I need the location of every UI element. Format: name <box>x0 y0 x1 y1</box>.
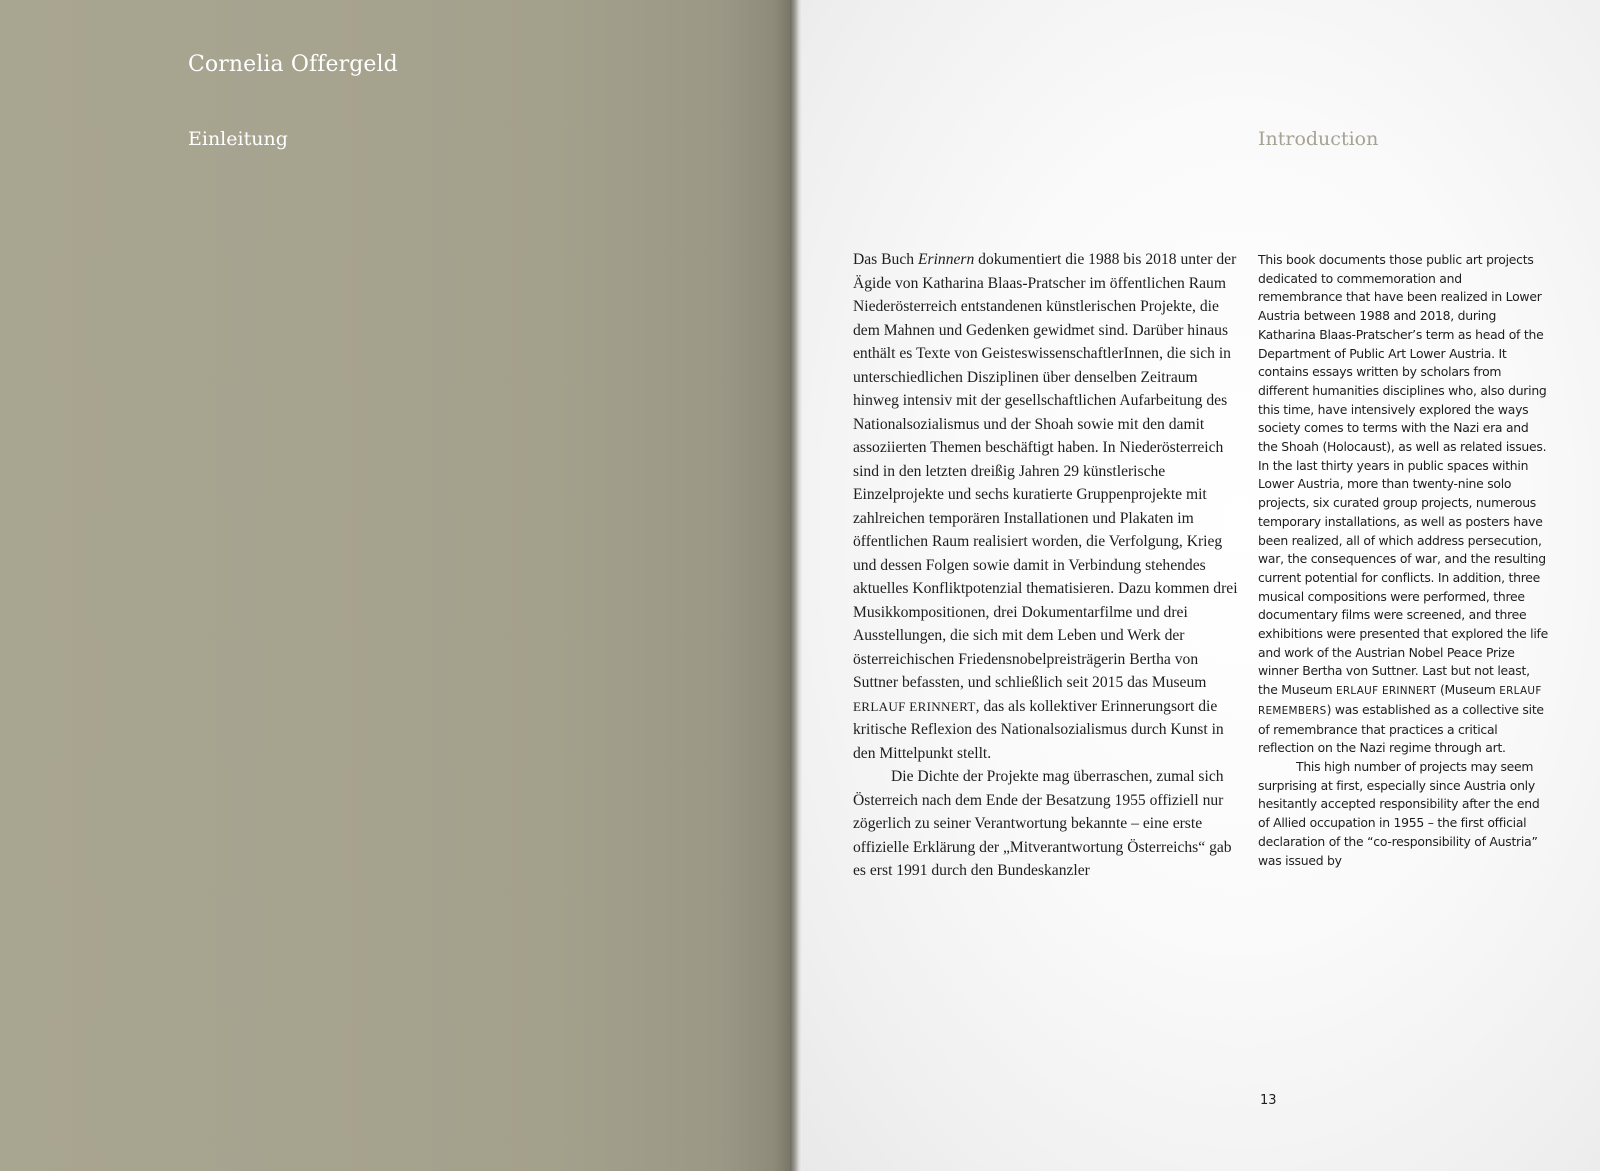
book-gutter <box>790 0 802 1171</box>
text-run: dokumentiert die 1988 bis 2018 unter der Ägide von Katharina Blaas-Pratscher im öffentlichen Raum Niederösterreich entstandenen künstlerischen Projekte, die dem Mahnen und Gedenken gewidmet sind. Darüber hinaus enthält es Texte von GeisteswissenschaftlerInnen, die sich in unterschiedlichen Disziplinen über denselben Zeitraum hinweg intensiv mit der gesellschaftlichen Aufarbeitung des Nationalsozialismus und der Shoah sowie mit den damit assoziierten Themen beschäftigt haben. In Niederösterreich sind in den letzten dreißig Jahren 29 künstlerische Einzelprojekte und sechs kuratierte Gruppenprojekte mit zahlreichen temporären Installationen und Plakaten im öffentlichen Raum realisiert worden, die Verfolgung, Krieg und dessen Folgen sowie damit in Verbindung stehendes aktuelles Konfliktpotenzial thematisieren. Dazu kommen drei Musikkompositionen, drei Dokumentarfilme und drei Ausstellungen, die sich mit dem Leben und Werk der österreichischen Friedensnobelpreisträgerin Bertha von Suttner befassten, und schließlich seit 2015 das Museum <box>853 251 1238 691</box>
author-name: Cornelia Offergeld <box>188 52 398 77</box>
german-paragraph-1 <box>853 248 1238 765</box>
german-paragraph-2: Die Dichte der Projekte mag überraschen, zumal sich Österreich nach dem Ende der Besatzung 1955 offiziell nur zögerlich zu seiner Verantwortung bekannte – eine erste offizielle Erklärung der „Mitverantwortung Österreichs“ gab es erst 1991 durch den Bundeskanzler <box>853 768 1232 879</box>
english-paragraph-2: This high number of projects may seem surprising at first, especially since Austria only hesitantly accepted responsibility after the end of Allied occupation in 1955 – the first official declaration of the “co-responsibility of Austria” was issued by <box>1258 758 1540 868</box>
text-run: , das als kollektiver Erinnerungsort die kritische Reflexion des Nationalsozialismus durch Kunst in den Mittelpunkt stellt. <box>853 697 1224 762</box>
museum-name-english-smallcaps: ERLAUF REMEMBERS <box>1258 685 1542 717</box>
left-page <box>0 0 798 1171</box>
museum-name-smallcaps: ERLAUF ERINNERT <box>1336 685 1437 698</box>
english-paragraph-1 <box>1258 251 1548 758</box>
book-title-italic: Erinnern <box>917 251 975 268</box>
museum-name-smallcaps: ERLAUF ERINNERT <box>853 698 976 714</box>
german-text-column <box>853 248 1238 883</box>
page-number: 13 <box>1260 1093 1277 1108</box>
text-run: ) was established as a collective site of remembrance that practices a critical reflection on the Nazi regime through art. <box>1258 701 1544 756</box>
text-run: This book documents those public art projects dedicated to commemoration and remembrance that have been realized in Lower Austria between 1988 and 2018, during Katharina Blaas-Pratscher’s term as head of the Department of Public Art Lower Austria. It contains essays written by scholars from different humanities disciplines who, also during this time, have intensively explored the ways society comes to terms with the Nazi era and the Shoah (Holocaust), as well as related issues. In the last thirty years in public spaces within Lower Austria, more than twenty-nine solo projects, six curated group projects, numerous temporary installations, as well as posters have been realized, all of which address persecution, war, the consequences of war, and the resulting current potential for conflicts. In addition, three musical compositions were performed, three documentary films were screened, and three exhibitions were presented that explored the life and work of the Austrian Nobel Peace Prize winner Bertha von Suttner. Last but not least, the Museum <box>1258 252 1549 698</box>
english-text-column <box>1258 251 1548 870</box>
chapter-title-german: Einleitung <box>188 128 288 150</box>
text-run: (Museum <box>1436 682 1500 698</box>
chapter-title-english: Introduction <box>1258 128 1379 150</box>
text-run: Das Buch <box>853 251 918 268</box>
